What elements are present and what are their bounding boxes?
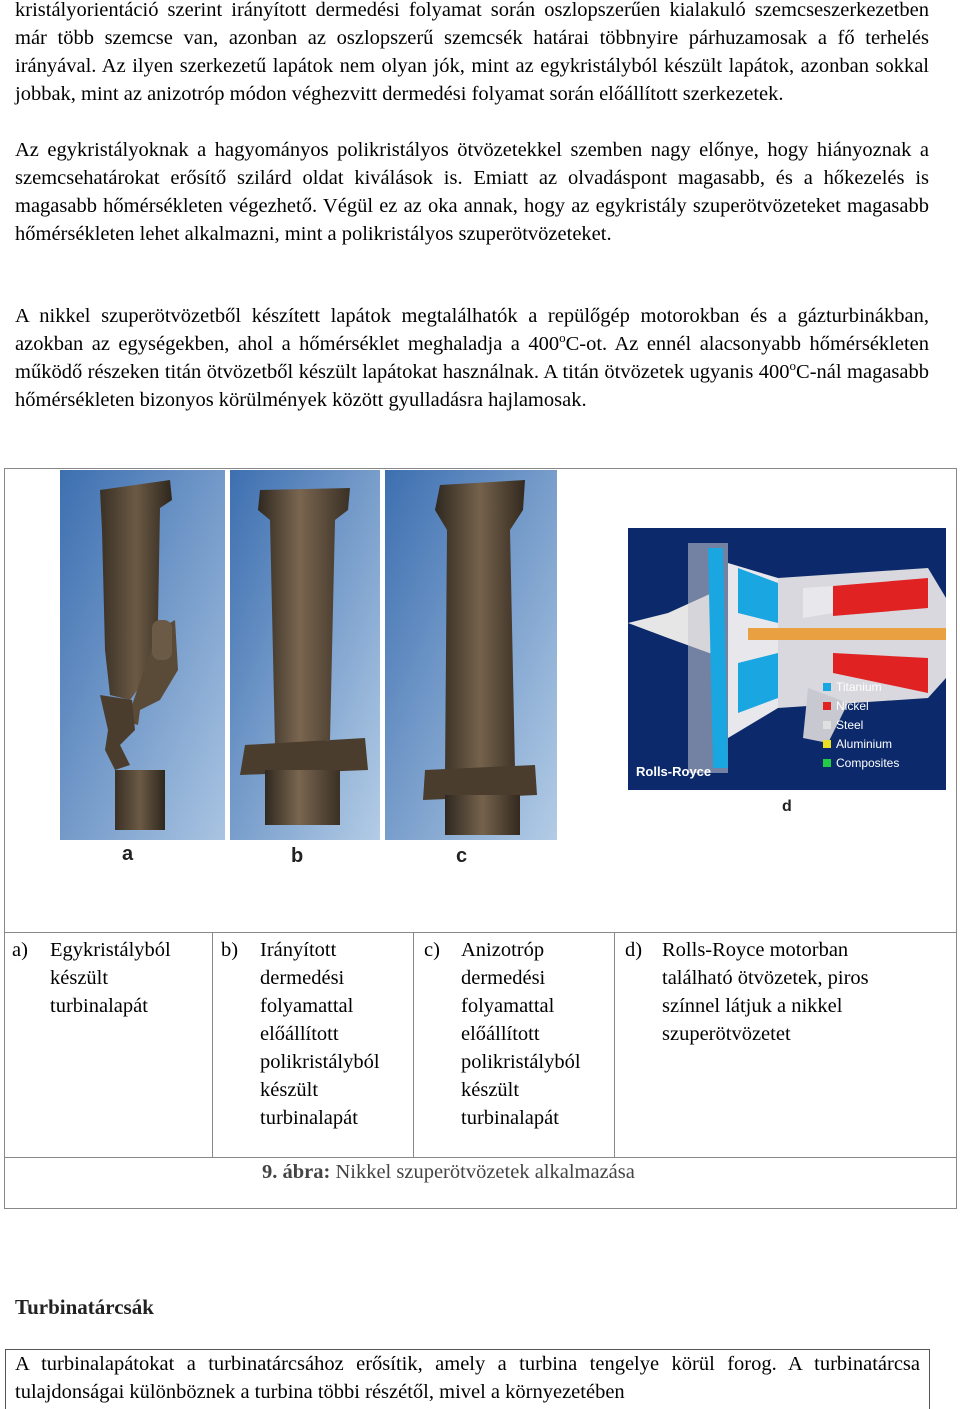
photo-letter-c: c (456, 845, 468, 867)
p3-text-b: C-ot. Az ennél alacsonyabb hőmérsékleten működő részeken titán ötvözetből készült lapátokat használnak. A titán ötvözetek ugyanis 400 (15, 333, 930, 383)
legend-swatch-composites (823, 759, 831, 767)
legend-item-aluminium (823, 735, 899, 754)
legend-item-composites (823, 754, 899, 773)
legend-label-titanium: Titanium (836, 680, 882, 694)
caption-c (414, 933, 614, 1157)
figure-title: Nikkel szuperötvözetek alkalmazása (330, 1161, 635, 1183)
figure-number: 9. ábra: (262, 1161, 331, 1183)
p3-text-c: C-nál magasabb hőmérsékleten bizonyos körülmények között gyulladásra hajlamosak. (15, 361, 930, 411)
caption-label-d: d) (625, 939, 643, 961)
material-legend (823, 678, 899, 773)
legend-item-nickel (823, 697, 899, 716)
engine-cutaway-image (628, 528, 946, 790)
photo-letter-b: b (291, 845, 304, 867)
legend-item-steel (823, 716, 899, 735)
section-heading: Turbinatárcsák (15, 1295, 154, 1319)
legend-label-composites: Composites (836, 756, 900, 770)
caption-label-a: a) (12, 939, 28, 961)
blade-photo-a (60, 470, 225, 840)
legend-item-titanium (823, 678, 899, 697)
section-paragraph: A turbinalapátokat a turbinatárcsához erősítik, amely a turbina tengelye körül forog. A turbinatárcsa tulajdonságai különböznek a turbina többi részétől, mivel a környezetében (15, 1353, 920, 1403)
caption-d (615, 933, 955, 1157)
legend-swatch-titanium (823, 683, 831, 691)
rolls-royce-logo: Rolls-Royce (636, 764, 712, 779)
caption-a (4, 933, 212, 1157)
caption-b (213, 933, 413, 1157)
photo-letter-a: a (122, 843, 134, 865)
legend-label-nickel: Nickel (836, 699, 869, 713)
p3-text-a: A nikkel szuperötvözetből készített lapátok megtalálhatók a repülőgép motorokban és a gázturbinákban, azokban az egységekben, ahol a hőmérséklet meghaladja a 400 (15, 305, 929, 355)
paragraph-grain-structure: kristályorientáció szerint irányított dermedési folyamat során oszlopszerűen kialakuló szemcseszerkezetben már több szemcse van, azonban az oszlopszerű szemcsék határai többnyire párhuzamosak a fő terhelés irányával. Az ilyen szerkezetű lapátok nem olyan jók, mint az egykristályból készült lapátok, azonban sokkal jobbak, mint az anizotróp módon véghezvitt dermedési folyamat során előállított szerkezetek. (15, 0, 929, 105)
degree-sup-2: o (789, 358, 797, 374)
caption-text-c: Anizotróp dermedési folyamattal előállított polikristályból készült turbinalapát (461, 939, 581, 1129)
legend-swatch-aluminium (823, 740, 831, 748)
figure-captions-row (4, 932, 957, 1158)
paragraph-nickel-applications (15, 302, 929, 414)
degree-sup-1: o (559, 330, 566, 346)
legend-label-aluminium: Aluminium (836, 737, 893, 751)
legend-swatch-steel (823, 721, 831, 729)
blade-photo-b (230, 470, 380, 840)
caption-label-b: b) (221, 939, 239, 961)
paragraph-single-crystal-advantages: Az egykristályoknak a hagyományos polikristályos ötvözetekkel szemben nagy előnye, hogy hiányoznak a szemcsehatárokat erősítő szilárd oldat kiválások is. Emiatt az olvadáspont magasabb, és a hőkezelés is magasabb hőmérsékleten végezhető. Végül ez az oka annak, hogy az egykristály szuperötvözeteket magasabb hőmérsékleten lehet alkalmazni, mint a polikristályos szuperötvözeteket. (15, 139, 929, 245)
blade-photo-c (385, 470, 557, 840)
caption-text-a: Egykristályból készült turbinalapát (50, 939, 171, 1017)
caption-text-b: Irányított dermedési folyamattal előállított polikristályból készült turbinalapát (260, 939, 380, 1129)
caption-text-d: Rolls-Royce motorban található ötvözetek, piros színnel látjuk a nikkel szuperötvözetet (662, 939, 869, 1045)
legend-swatch-nickel (823, 702, 831, 710)
legend-label-steel: Steel (836, 718, 864, 732)
caption-label-c: c) (424, 939, 440, 961)
figure-caption (262, 1158, 635, 1186)
photo-letter-d: d (782, 798, 792, 815)
